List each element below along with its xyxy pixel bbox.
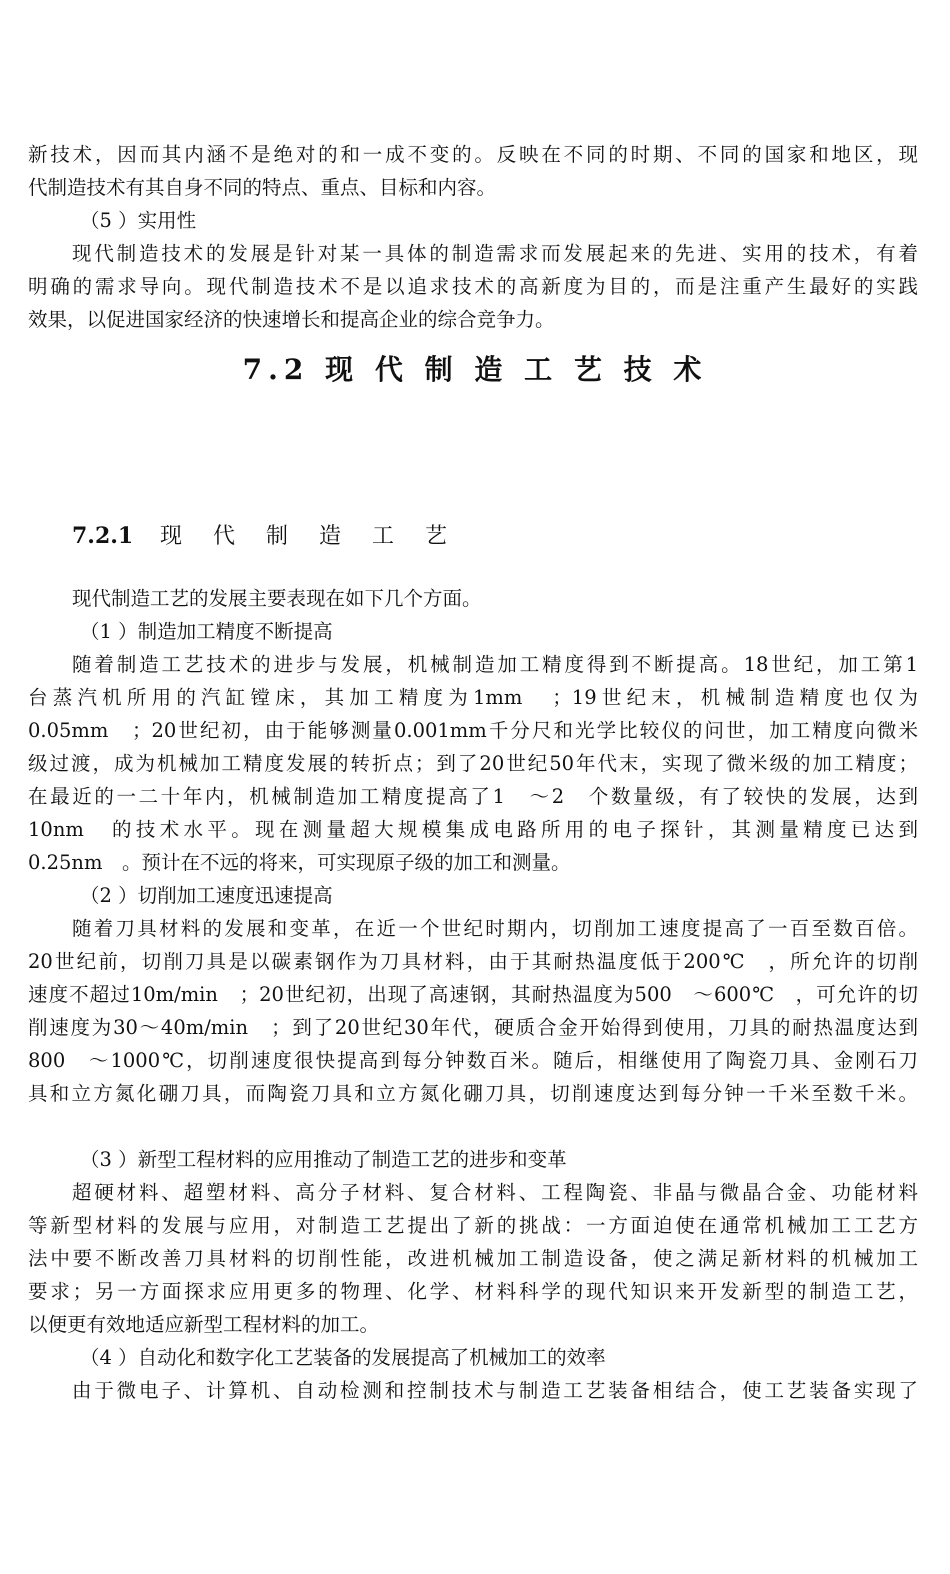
item2-line-6: 具和立方氮化硼刀具，而陶瓷刀具和立方氮化硼刀具，切削速度达到每分钟一千米至数千米。 <box>28 1082 918 1105</box>
item3-line-3: 法中要不断改善刀具材料的切削性能，改进机械加工制造设备，使之满足新材料的机械加工 <box>28 1247 918 1270</box>
item4-line-1: 由于微电子、计算机、自动检测和控制技术与制造工艺装备相结合，使工艺装备实现了 <box>72 1379 918 1402</box>
item3-heading: （3 ）新型工程材料的应用推动了制造工艺的进步和变革 <box>80 1148 567 1171</box>
practical-line-3: 效果，以促进国家经济的快速增长和提高企业的综合竞争力。 <box>28 308 555 331</box>
item3-line-1: 超硬材料、超塑材料、高分子材料、复合材料、工程陶瓷、非晶与微晶合金、功能材料 <box>72 1181 918 1204</box>
practical-heading: （5 ）实用性 <box>80 209 197 232</box>
item1-line-3: 0.05mm ；20世纪初，由于能够测量0.001mm千分尺和光学比较仪的问世，加工精度向微米 <box>28 719 918 742</box>
item1-line-6: 10nm 的技术水平。现在测量超大规模集成电路所用的电子探针，其测量精度已达到 <box>28 818 918 841</box>
item1-heading: （1 ）制造加工精度不断提高 <box>80 620 333 643</box>
item2-line-5: 800 ～1000℃，切削速度很快提高到每分钟数百米。随后，相继使用了陶瓷刀具、金刚石刀 <box>28 1049 918 1072</box>
item1-line-7: 0.25nm 。预计在不远的将来，可实现原子级的加工和测量。 <box>28 851 571 874</box>
item2-line-2: 20世纪前，切削刀具是以碳素钢作为刀具材料，由于其耐热温度低于200℃ ，所允许的切削 <box>28 950 918 973</box>
item3-line-5: 以便更有效地适应新型工程材料的加工。 <box>28 1313 380 1336</box>
body-lead: 现代制造工艺的发展主要表现在如下几个方面。 <box>72 587 482 610</box>
item2-line-4: 削速度为30～40m/min ；到了20世纪30年代，硬质合金开始得到使用，刀具的耐热温度达到 <box>28 1016 918 1039</box>
item3-line-2: 等新型材料的发展与应用，对制造工艺提出了新的挑战：一方面迫使在通常机械加工工艺方 <box>28 1214 918 1237</box>
item1-line-2: 台蒸汽机所用的汽缸镗床，其加工精度为1mm ；19世纪末，机械制造精度也仅为 <box>28 686 918 709</box>
item2-line-3: 速度不超过10m/min ；20世纪初，出现了高速钢，其耐热温度为500 ～600℃ ，可允许的切 <box>28 983 918 1006</box>
practical-line-2: 明确的需求导向。现代制造技术不是以追求技术的高新度为目的，而是注重产生最好的实践 <box>28 275 918 298</box>
item3-line-4: 要求；另一方面探求应用更多的物理、化学、材料科学的现代知识来开发新型的制造工艺， <box>28 1280 918 1303</box>
item1-line-1: 随着制造工艺技术的进步与发展，机械制造加工精度得到不断提高。18世纪，加工第1 <box>72 653 918 676</box>
intro-line-2: 代制造技术有其自身不同的特点、重点、目标和内容。 <box>28 176 497 199</box>
practical-line-1: 现代制造技术的发展是针对某一具体的制造需求而发展起来的先进、实用的技术，有着 <box>72 242 918 265</box>
intro-line-1: 新技术，因而其内涵不是绝对的和一成不变的。反映在不同的时期、不同的国家和地区，现 <box>28 143 918 166</box>
subsection-number: 7.2.1 <box>72 523 134 549</box>
section-title: 7.2 现 代 制 造 工 艺 技 术 <box>242 353 708 386</box>
subsection-heading <box>72 518 459 555</box>
item2-heading: （2 ）切削加工速度迅速提高 <box>80 884 333 907</box>
item2-line-1: 随着刀具材料的发展和变革，在近一个世纪时期内，切削加工速度提高了一百至数百倍。 <box>72 917 918 940</box>
item4-heading: （4 ）自动化和数字化工艺装备的发展提高了机械加工的效率 <box>80 1346 606 1369</box>
subsection-title: 现 代 制 造 工 艺 <box>160 524 459 549</box>
item1-line-5: 在最近的一二十年内，机械制造加工精度提高了1 ～2 个数量级，有了较快的发展，达到 <box>28 785 918 808</box>
item1-line-4: 级过渡，成为机械加工精度发展的转折点；到了20世纪50年代末，实现了微米级的加工精度； <box>28 752 918 775</box>
